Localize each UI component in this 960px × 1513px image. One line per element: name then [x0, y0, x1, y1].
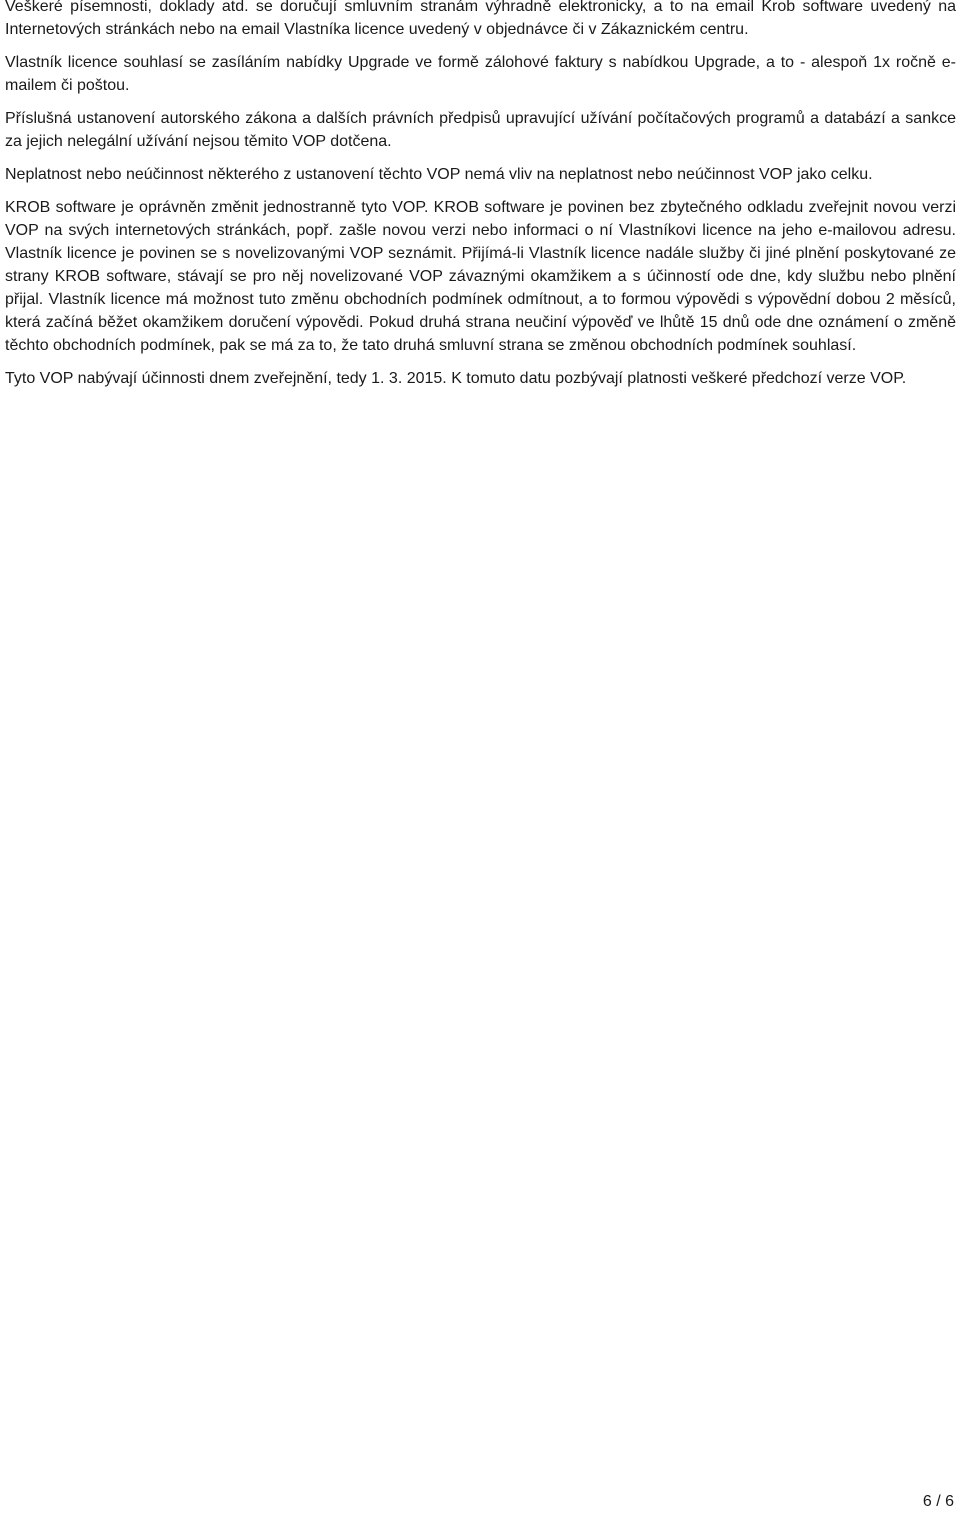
paragraph-copyright-law: Příslušná ustanovení autorského zákona a dalších právních předpisů upravující užívání počítačových programů a databází a sankce za jejich nelegální užívání nejsou těmito VOP dotčena. [5, 110, 956, 150]
paragraph-effective-date: Tyto VOP nabývají účinnosti dnem zveřejnění, tedy 1. 3. 2015. K tomuto datu pozbývají platnosti veškeré předchozí verze VOP. [5, 370, 907, 387]
paragraph-upgrade-offer: Vlastník licence souhlasí se zasíláním nabídky Upgrade ve formě zálohové faktury s nabídkou Upgrade, a to - alespoň 1x ročně e-mailem či poštou. [5, 54, 956, 94]
page-number: 6 / 6 [922, 1493, 954, 1510]
paragraph-vop-changes: KROB software je oprávněn změnit jednostranně tyto VOP. KROB software je povinen bez zbytečného odkladu zveřejnit novou verzi VOP na svých internetových stránkách, popř. zašle novou verzi nebo informaci o ní Vlastníkovi licence na jeho e-mailovou adresu. Vlastník licence je povinen se s novelizovanými VOP seznámit. Přijímá-li Vlastník licence nadále služby či jiné plnění poskytované ze strany KROB software, stávají se pro něj novelizované VOP závaznými okamžikem a s účinností ode dne, kdy službu nebo plnění přijal. Vlastník licence má možnost tuto změnu obchodních podmínek odmítnout, a to formou výpovědi s výpovědní dobou 2 měsíců, která začíná běžet okamžikem doručení výpovědi. Pokud druhá strana neučiní výpověď ve lhůtě 15 dnů ode dne oznámení o změně těchto obchodních podmínek, pak se má za to, že tato druhá smluvní strana se změnou obchodních podmínek souhlasí. [5, 199, 956, 354]
paragraph-invalidity: Neplatnost nebo neúčinnost některého z ustanovení těchto VOP nemá vliv na neplatnost nebo neúčinnost VOP jako celku. [5, 166, 873, 183]
paragraph-electronic-delivery: Veškeré písemnosti, doklady atd. se doručují smluvním stranám výhradně elektronicky, a to na email Krob software uvedený na Internetových stránkách nebo na email Vlastníka licence uvedený v objednávce či v Zákaznickém centru. [5, 0, 956, 38]
